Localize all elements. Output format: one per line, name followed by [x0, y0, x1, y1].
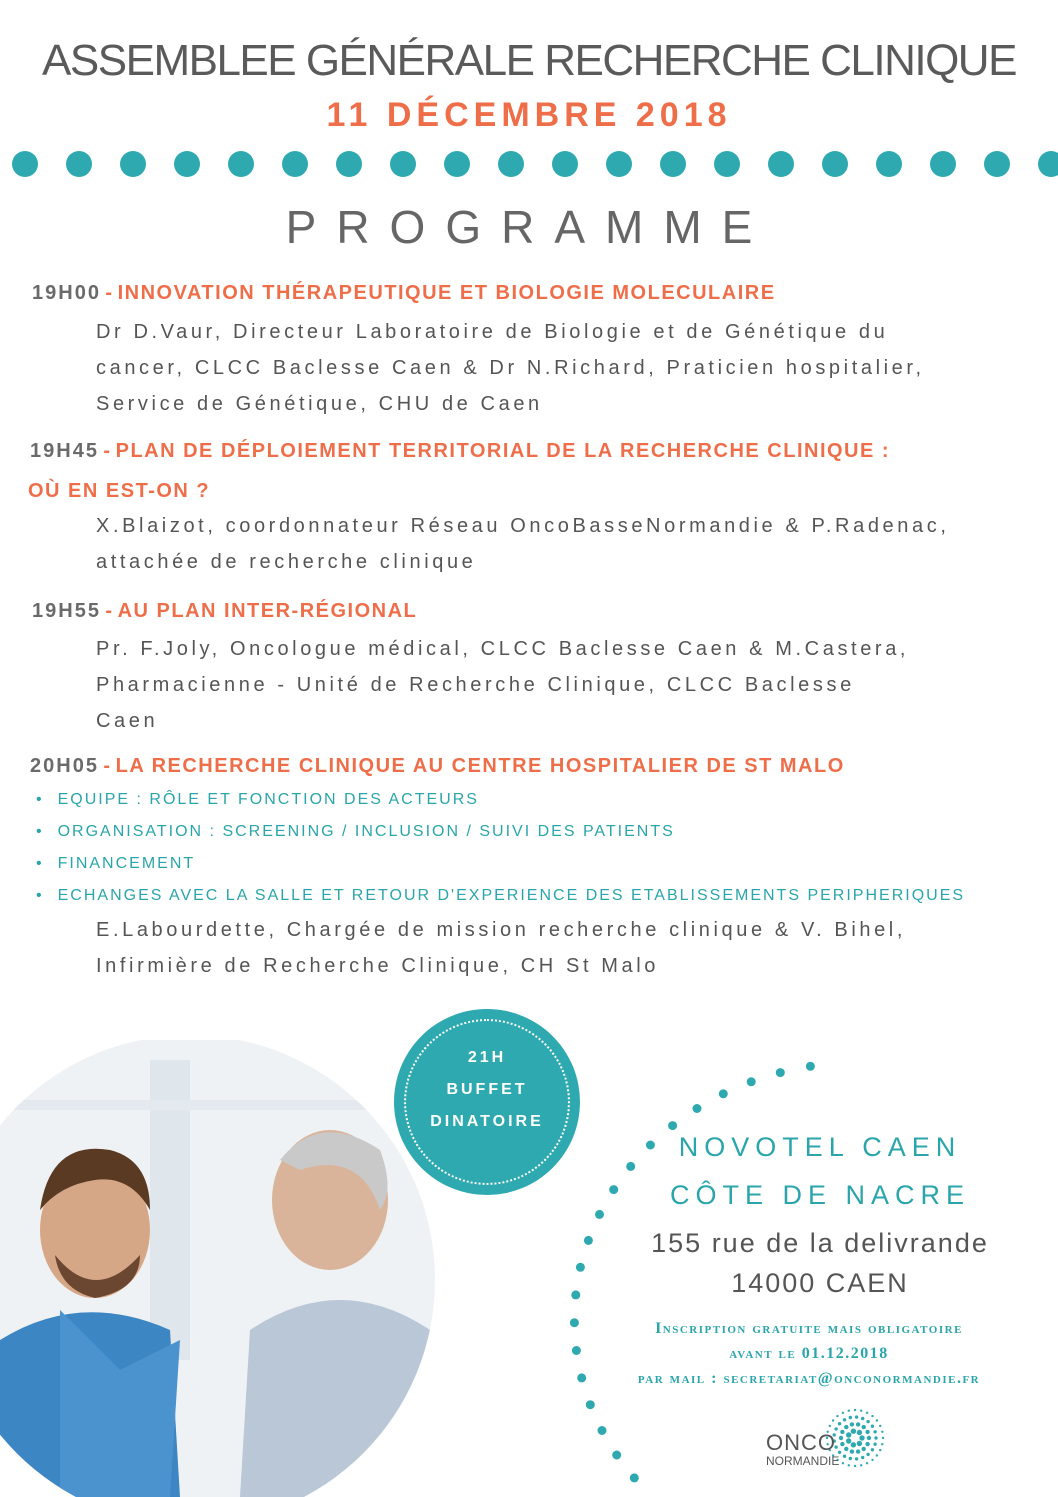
arc-dot	[571, 1290, 580, 1299]
inscription-text: avant le 01.12.2018	[729, 1345, 889, 1362]
doctor-patient-photo	[0, 1040, 440, 1497]
divider-dot	[228, 151, 254, 177]
arc-dot	[719, 1089, 728, 1098]
program-topic: PLAN DE DÉPLOIEMENT TERRITORIAL DE LA RECHERCHE CLINIQUE :	[115, 440, 891, 462]
logo-dot	[862, 1447, 866, 1451]
arc-dot	[576, 1263, 585, 1272]
logo-dot	[856, 1449, 860, 1453]
divider-dot	[12, 151, 38, 177]
logo-dot	[850, 1449, 854, 1453]
logo-dot	[850, 1422, 854, 1426]
logo-dot	[881, 1431, 883, 1433]
logo-dot	[851, 1442, 856, 1447]
logo-dot	[867, 1436, 871, 1440]
logo-dot	[846, 1432, 851, 1437]
logo-dot	[866, 1453, 869, 1456]
arc-dot	[668, 1121, 677, 1130]
venue-city: 14000 CAEN	[731, 1268, 909, 1298]
program-speakers-1955	[96, 631, 909, 739]
logo-dot	[865, 1442, 869, 1446]
logo-dot	[873, 1430, 876, 1433]
program-item-1900: 19H00 - INNOVATION THÉRAPEUTIQUE ET BIOLOGIE MOLECULAIRE	[32, 282, 776, 304]
speaker-line: X.Blaizot, coordonnateur Réseau OncoBasseNormandie & P.Radenac,	[96, 515, 950, 537]
logo-dot	[849, 1457, 852, 1460]
logo-dot	[848, 1464, 850, 1466]
divider-dot	[336, 151, 362, 177]
speaker-line: Caen	[96, 710, 159, 732]
logo-dot	[879, 1425, 881, 1427]
program-topic: INNOVATION THÉRAPEUTIQUE ET BIOLOGIE MOLECULAIRE	[117, 282, 776, 304]
divider-dot	[174, 151, 200, 177]
logo-dot	[848, 1410, 850, 1412]
logo-dot	[866, 1420, 869, 1423]
logo-dot	[871, 1425, 874, 1428]
speaker-line: Service de Génétique, CHU de Caen	[96, 393, 543, 415]
logo-dot	[854, 1409, 856, 1411]
buffet-label: BUFFET	[446, 1081, 528, 1098]
logo-dot	[843, 1455, 846, 1458]
speaker-line: Pr. F.Joly, Oncologue médical, CLCC Baclesse Caen & M.Castera,	[96, 638, 910, 660]
logo-dot	[860, 1410, 862, 1412]
arc-dot	[612, 1451, 621, 1460]
divider-dot	[552, 151, 578, 177]
logo-dot	[866, 1412, 868, 1414]
divider-dot	[444, 151, 470, 177]
arc-dot	[630, 1473, 639, 1482]
arc-dot	[586, 1400, 595, 1409]
divider-dot	[1038, 151, 1058, 177]
arc-dot	[598, 1426, 607, 1435]
divider-dot	[390, 151, 416, 177]
logo-text: ONCO	[766, 1430, 836, 1455]
logo-dot	[855, 1457, 858, 1460]
inscription-text: Inscription gratuite mais obligatoire	[655, 1320, 963, 1337]
divider-dot	[120, 151, 146, 177]
logo-dot	[857, 1430, 862, 1435]
program-time: 19H45	[30, 440, 99, 462]
arc-dot	[584, 1236, 593, 1245]
logo-dot	[857, 1441, 862, 1446]
arc-dot	[595, 1210, 604, 1219]
logo-dot	[840, 1430, 844, 1434]
logo-dot	[851, 1429, 856, 1434]
logo-dot	[842, 1462, 844, 1464]
logo-dot	[855, 1415, 858, 1418]
logo-dot	[843, 1418, 846, 1421]
logo-dot	[856, 1422, 860, 1426]
venue-name: CÔTE DE NACRE	[669, 1180, 971, 1210]
program-time: 19H00	[32, 282, 101, 304]
program-topic: AU PLAN INTER-RÉGIONAL	[117, 600, 418, 622]
divider-dot	[984, 151, 1010, 177]
venue-street: 155 rue de la delivrande	[651, 1228, 989, 1258]
divider-dot	[822, 151, 848, 177]
logo-dot	[873, 1443, 876, 1446]
bullet-item: • EQUIPE : RÔLE ET FONCTION DES ACTEURS	[36, 791, 479, 809]
logo-dot	[871, 1459, 873, 1461]
program-speakers-1945	[96, 508, 949, 580]
speaker-line: attachée de recherche clinique	[96, 551, 477, 573]
logo-dot	[866, 1462, 868, 1464]
logo-dot	[871, 1448, 874, 1451]
logo-dot	[882, 1437, 884, 1439]
arc-dot	[693, 1104, 702, 1113]
logo-subtext: NORMANDIE	[766, 1454, 840, 1468]
venue-name: NOVOTEL CAEN	[678, 1132, 962, 1162]
program-speakers-2005	[96, 912, 906, 984]
program-speakers-1900	[96, 314, 925, 422]
speaker-line: Infirmière de Recherche Clinique, CH St Malo	[96, 955, 660, 977]
program-time: 19H55	[32, 600, 101, 622]
logo-dot	[854, 1465, 856, 1467]
program-item-1955: 19H55 - AU PLAN INTER-RÉGIONAL	[32, 600, 418, 622]
logo-dot	[879, 1449, 881, 1451]
dot-divider	[12, 150, 1058, 180]
logo-dot	[838, 1422, 841, 1425]
bullet-item: • ECHANGES AVEC LA SALLE ET RETOUR D'EXPERIENCE DES ETABLISSEMENTS PERIPHERIQUES	[36, 887, 965, 905]
program-item-1945: 19H45 - PLAN DE DÉPLOIEMENT TERRITORIAL DE LA RECHERCHE CLINIQUE :	[30, 440, 891, 462]
divider-dot	[714, 151, 740, 177]
speaker-line: Pharmacienne - Unité de Recherche Clinique, CLCC Baclesse	[96, 674, 855, 696]
logo-dot	[859, 1435, 864, 1440]
logo-dot	[844, 1447, 848, 1451]
divider-dot	[930, 151, 956, 177]
buffet-time: 21H	[467, 1049, 507, 1066]
logo-dot	[861, 1456, 864, 1459]
onconormandie-logo	[760, 1400, 890, 1480]
page-title: ASSEMBLEE GÉNÉRALE RECHERCHE CLINIQUE	[42, 36, 1016, 85]
inscription-email[interactable]: par mail : secretariat@onconormandie.fr	[637, 1370, 981, 1387]
program-time: 20H05	[30, 755, 99, 777]
divider-dot	[66, 151, 92, 177]
logo-dot	[876, 1419, 878, 1421]
event-date: 11 DÉCEMBRE 2018	[326, 96, 732, 134]
bullet-item: • FINANCEMENT	[36, 855, 195, 873]
logo-dot	[865, 1430, 869, 1434]
logo-dot	[881, 1443, 883, 1445]
logo-dot	[832, 1419, 834, 1421]
divider-dot	[660, 151, 686, 177]
logo-dot	[862, 1425, 866, 1429]
speaker-line: E.Labourdette, Chargée de mission recherche clinique & V. Bihel,	[96, 919, 907, 941]
divider-dot	[498, 151, 524, 177]
logo-dot	[844, 1425, 848, 1429]
logo-dot	[836, 1415, 838, 1417]
logo-dot	[860, 1464, 862, 1466]
arc-dot	[776, 1068, 785, 1077]
divider-dot	[282, 151, 308, 177]
program-topic-continued: OÙ EN EST-ON ?	[28, 480, 211, 502]
logo-dot	[842, 1412, 844, 1414]
program-topic: LA RECHERCHE CLINIQUE AU CENTRE HOSPITALIER DE ST MALO	[115, 755, 845, 777]
arc-dot	[747, 1077, 756, 1086]
arc-dot	[626, 1162, 635, 1171]
logo-dot	[861, 1417, 864, 1420]
program-item-2005: 20H05 - LA RECHERCHE CLINIQUE AU CENTRE HOSPITALIER DE ST MALO	[30, 755, 845, 777]
divider-dot	[876, 151, 902, 177]
logo-dot	[839, 1436, 843, 1440]
speaker-line: cancer, CLCC Baclesse Caen & Dr N.Richard, Praticien hospitalier,	[96, 357, 925, 379]
logo-dot	[874, 1436, 877, 1439]
buffet-label: DINATOIRE	[430, 1113, 544, 1130]
logo-dot	[876, 1454, 878, 1456]
divider-dot	[606, 151, 632, 177]
programme-heading: PROGRAMME	[285, 201, 773, 253]
logo-dot	[846, 1438, 851, 1443]
arc-dot	[806, 1062, 815, 1071]
logo-dot	[871, 1415, 873, 1417]
logo-dot	[840, 1442, 844, 1446]
divider-dot	[768, 151, 794, 177]
bullet-item: • ORGANISATION : SCREENING / INCLUSION / SUIVI DES PATIENTS	[36, 823, 675, 841]
logo-dot	[829, 1425, 831, 1427]
speaker-line: Dr D.Vaur, Directeur Laboratoire de Biologie et de Génétique du	[96, 321, 889, 343]
logo-dot	[849, 1416, 852, 1419]
